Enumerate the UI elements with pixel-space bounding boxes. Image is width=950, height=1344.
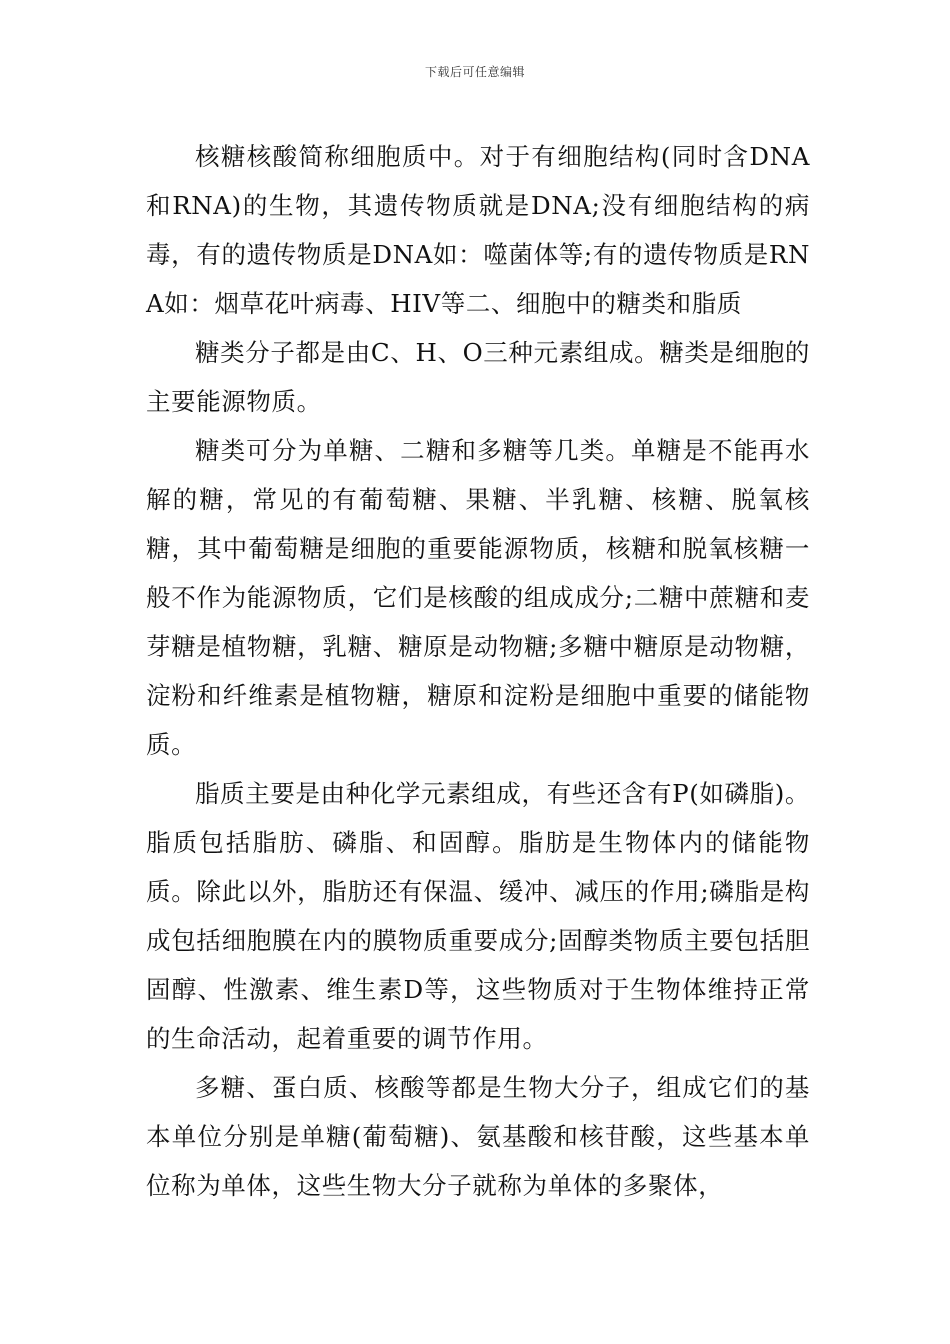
paragraph-nucleic-acid: 核糖核酸简称细胞质中。对于有细胞结构(同时含DNA和RNA)的生物，其遗传物质就是DNA;没有细胞结构的病毒，有的遗传物质是DNA如：噬菌体等;有的遗传物质是RNA如：烟草花叶病毒、HIV等二、细胞中的糖类和脂质 <box>146 142 810 318</box>
page-header: 下载后可任意编辑 <box>424 65 525 79</box>
document-body <box>146 132 810 1210</box>
paragraph-lipids: 脂质主要是由种化学元素组成，有些还含有P(如磷脂)。脂质包括脂肪、磷脂、和固醇。脂肪是生物体内的储能物质。除此以外，脂肪还有保温、缓冲、减压的作用;磷脂是构成包括细胞膜在内的膜物质重要成分;固醇类物质主要包括胆固醇、性激素、维生素D等，这些物质对于生物体维持正常的生命活动，起着重要的调节作用。 <box>146 779 810 1053</box>
paragraph-macromolecules: 多糖、蛋白质、核酸等都是生物大分子，组成它们的基本单位分别是单糖(葡萄糖)、氨基酸和核苷酸，这些基本单位称为单体，这些生物大分子就称为单体的多聚体， <box>146 1073 810 1200</box>
paragraph-sugar-elements: 糖类分子都是由C、H、O三种元素组成。糖类是细胞的主要能源物质。 <box>146 338 810 416</box>
paragraph-sugar-types: 糖类可分为单糖、二糖和多糖等几类。单糖是不能再水解的糖，常见的有葡萄糖、果糖、半乳糖、核糖、脱氧核糖，其中葡萄糖是细胞的重要能源物质，核糖和脱氧核糖一般不作为能源物质，它们是核酸的组成成分;二糖中蔗糖和麦芽糖是植物糖，乳糖、糖原是动物糖;多糖中糖原是动物糖，淀粉和纤维素是植物糖，糖原和淀粉是细胞中重要的储能物质。 <box>146 436 810 759</box>
